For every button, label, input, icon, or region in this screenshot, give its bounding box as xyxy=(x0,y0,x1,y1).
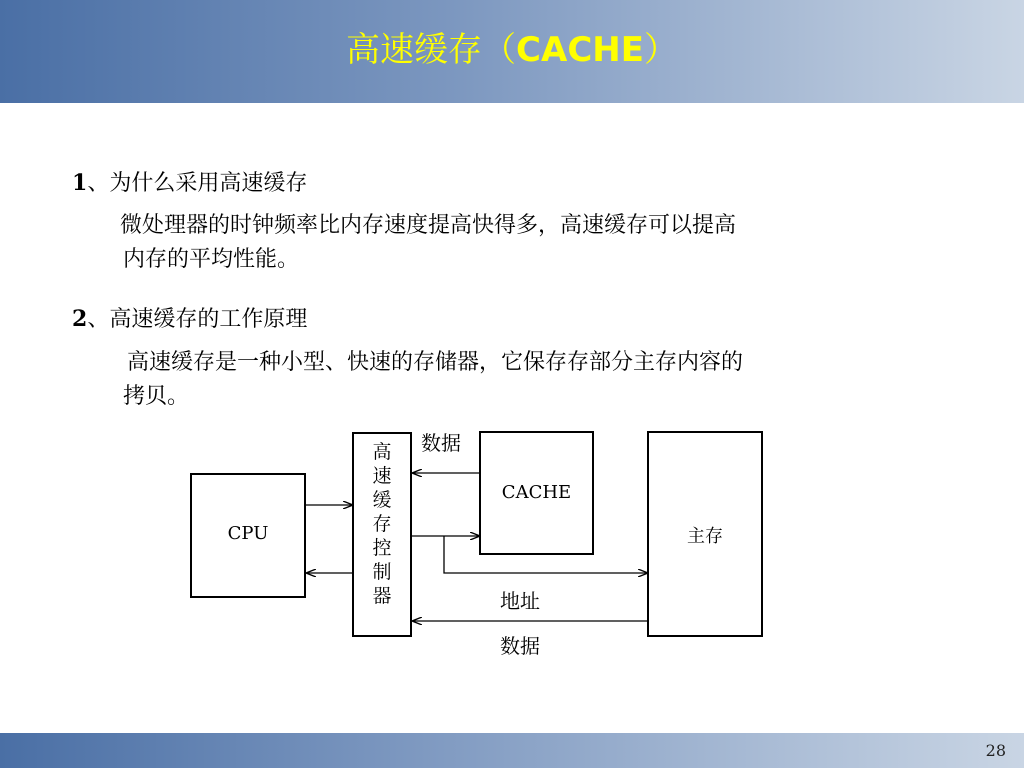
cache-controller-char: 缓 xyxy=(372,489,392,511)
cache-controller-char: 器 xyxy=(372,585,392,607)
data-label-bottom: 数据 xyxy=(500,634,540,658)
cache-label: CACHE xyxy=(501,482,572,503)
paragraph-2-line-1: 高速缓存是一种小型、快速的存储器，它保存存部分主存内容的 xyxy=(127,350,744,375)
paragraph-2-line-2: 拷贝。 xyxy=(123,384,190,409)
section-heading-1: 1、为什么采用高速缓存 xyxy=(72,170,308,196)
cache-controller-char: 速 xyxy=(372,465,392,487)
title-latin: CACHE xyxy=(516,30,644,70)
data-label-top: 数据 xyxy=(421,431,461,455)
address-label: 地址 xyxy=(500,589,540,613)
paragraph-1-line-1: 微处理器的时钟频率比内存速度提高快得多，高速缓存可以提高 xyxy=(120,213,737,238)
footer-bar xyxy=(0,733,1024,768)
cache-controller-char: 控 xyxy=(372,537,392,559)
section-heading-2: 2、高速缓存的工作原理 xyxy=(72,306,308,332)
cache-controller-char: 高 xyxy=(372,441,392,463)
page-number: 28 xyxy=(985,741,1006,760)
paragraph-1-line-2: 内存的平均性能。 xyxy=(123,247,300,272)
main-memory-label: 主存 xyxy=(687,526,723,547)
controller-to-memory-address-arrow xyxy=(444,536,647,573)
cache-controller-char: 存 xyxy=(372,513,392,535)
title-close: ） xyxy=(643,30,678,70)
cache-controller-char: 制 xyxy=(372,561,392,583)
title-cjk: 高速缓存（ xyxy=(346,30,517,70)
cpu-label: CPU xyxy=(227,523,269,544)
